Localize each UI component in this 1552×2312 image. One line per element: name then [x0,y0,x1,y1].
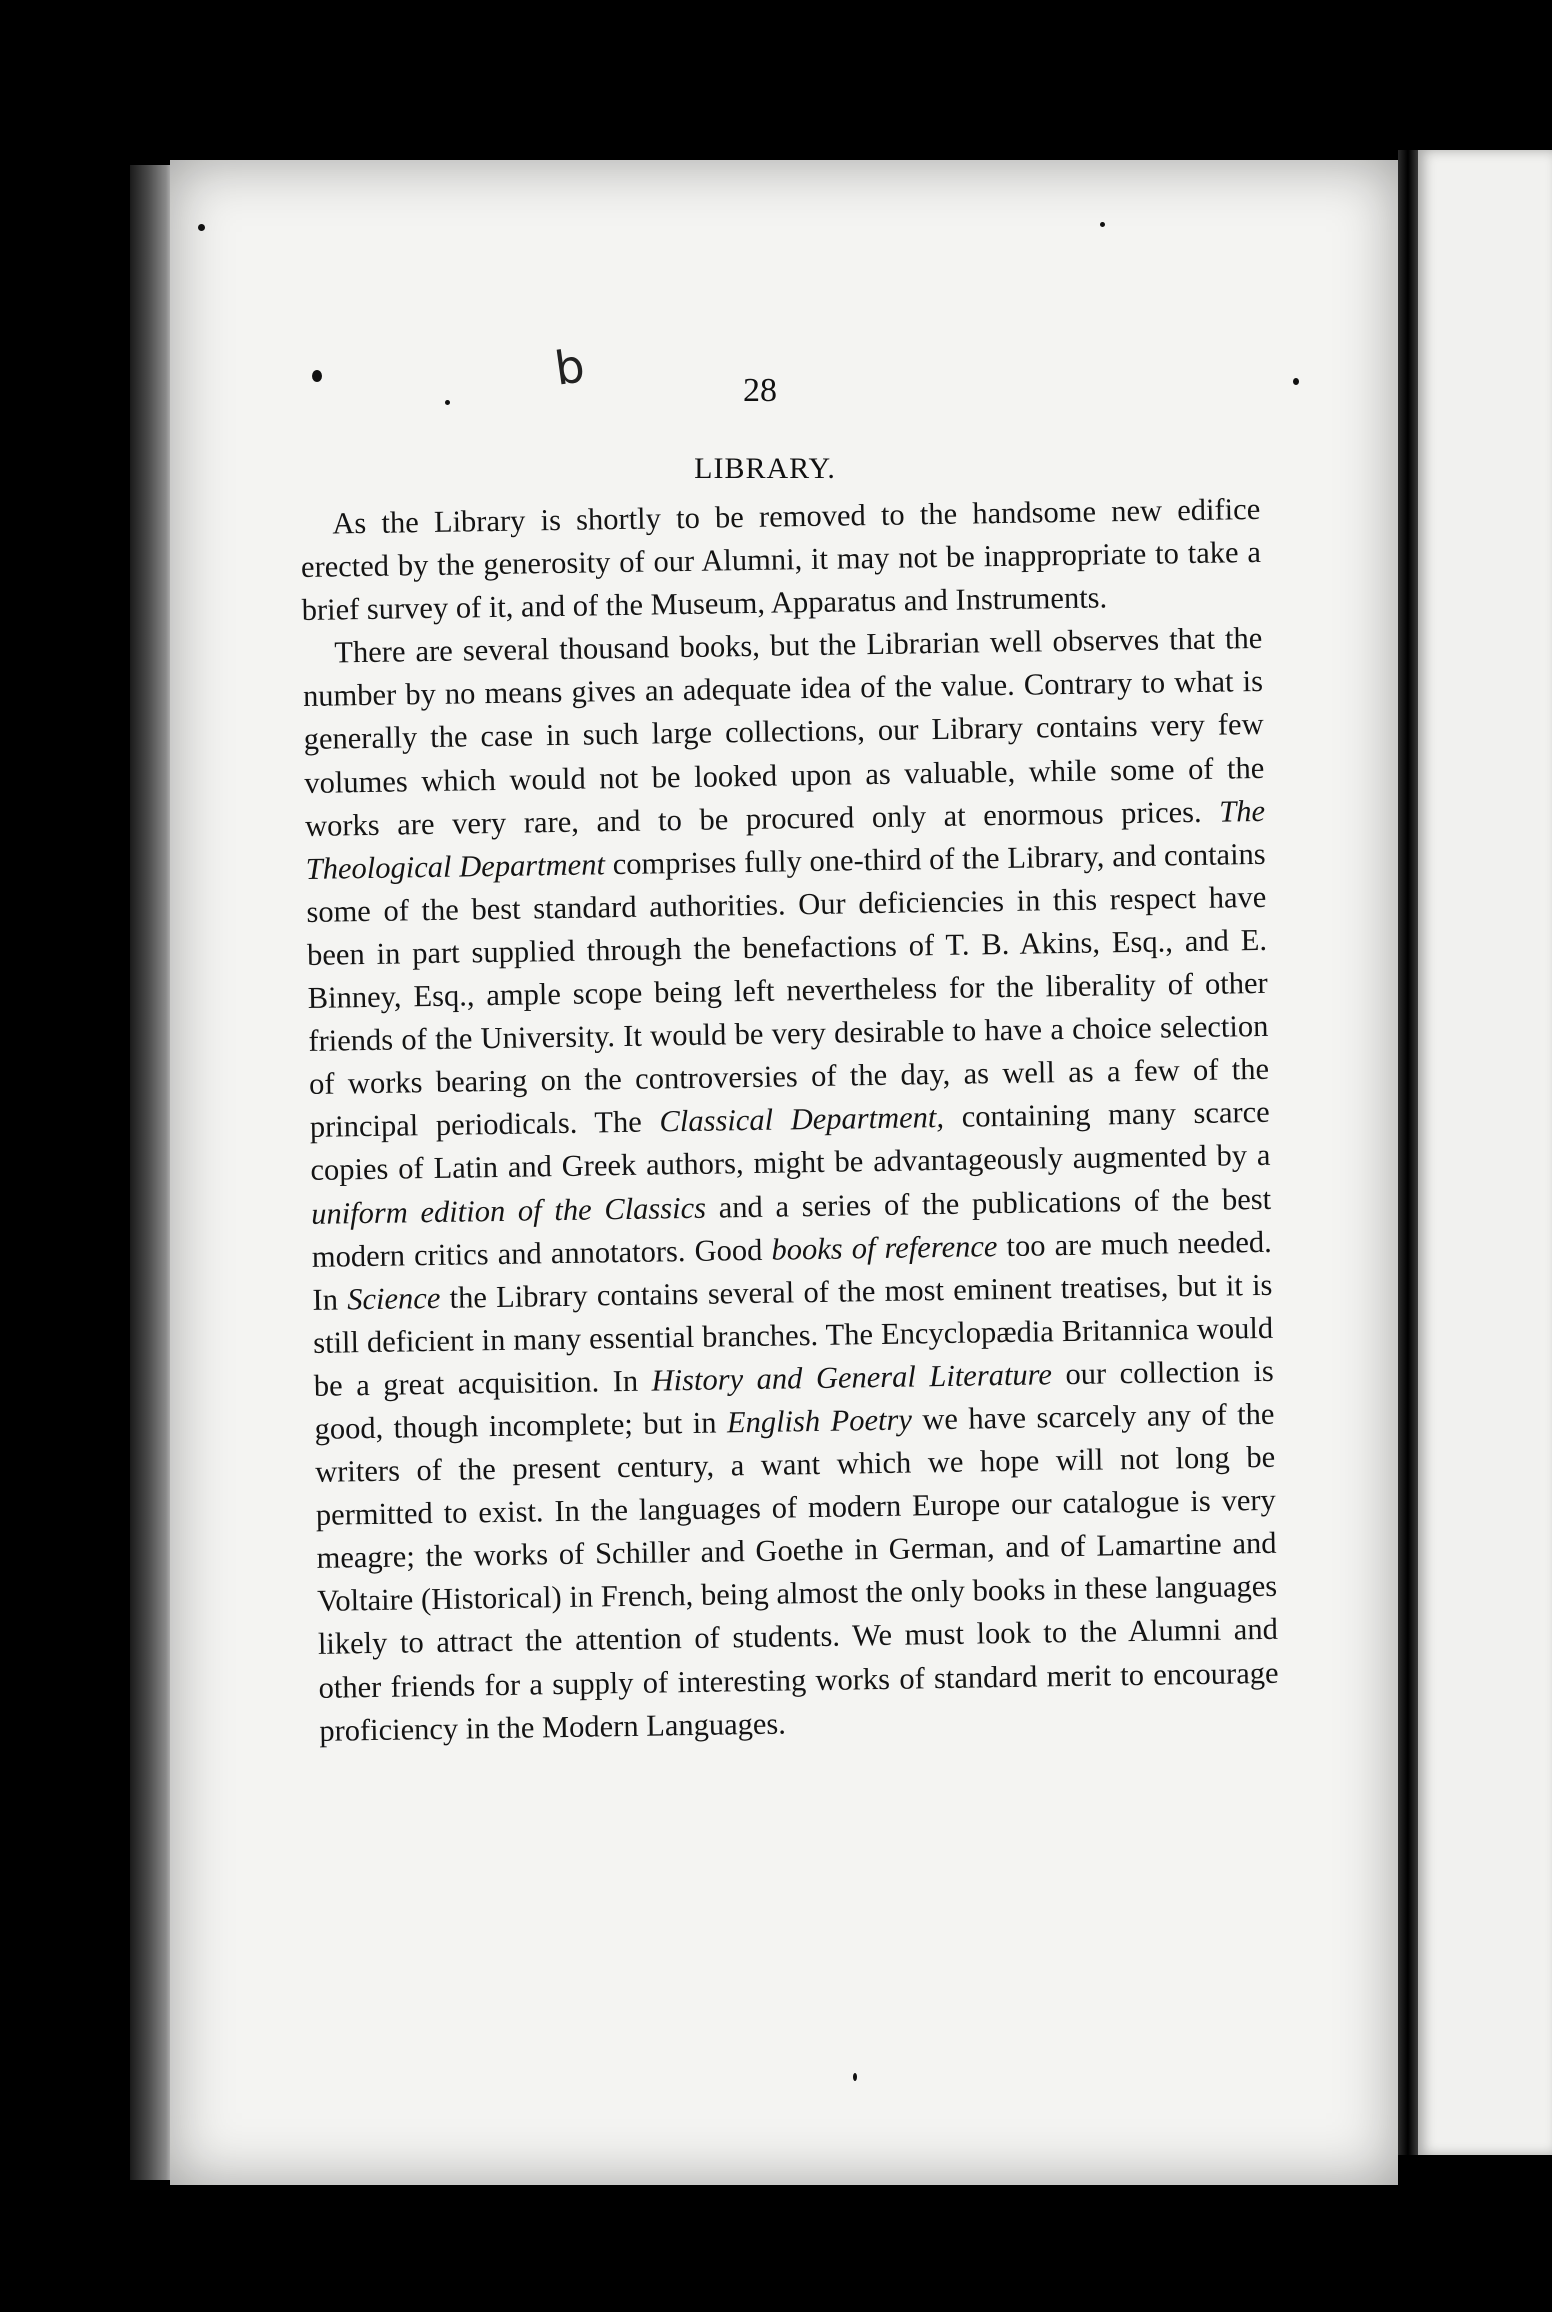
text-run: comprises fully one-third of the Library, and contains some of the best standard authorities. Our deficiencies in this respect have been in part supplied through the benefactions of T. B. Akins, Esq., and E. Binney, Esq., ample scope being left nevertheless for the liberality of other friends of the University. It would be very desirable to have a choice selection of works bearing on the controversies of the day, as well as a few of the principal periodicals. The [306,836,1270,1145]
paragraph [302,617,1279,1752]
italic-text-run: English Poetry [726,1402,913,1440]
italic-text-run: History and General Literature [651,1357,1053,1398]
text-run: the Library contains several of the most eminent treatises, but it is still deficient in many essential branches. The Encyclopædia Britannica would be a great acquisition. In [312,1267,1274,1403]
text-run: too are much needed. In [312,1224,1272,1317]
scan-speck [1100,222,1105,227]
text-run: As the Library is shortly to be removed to the handsome new edifice erected by the generosity of our Alumni, it may not be inappropriate to take a brief survey of it, and of the Museum, Apparatus and Instruments. [300,491,1262,628]
italic-text-run: The Theological Department [305,793,1266,886]
text-run: we have scarcely any of the writers of the present century, a want which we hope will not long be permitted to exist. In the languages of modern Europe our catalogue is very meagre; the works of Schiller and Goethe in German, and of Lamartine and Voltaire (Historical) in French, being almost the only books in these languages likely to attract the attention of students. We must look to the Alumni and other friends for a supply of interesting works of standard merit to encourage proficiency in the Modern Languages. [314,1396,1279,1748]
scan-speck [445,400,450,405]
scan-speck [853,2073,857,2081]
pencil-margin-note: b [551,338,588,396]
book-edge [130,165,175,2180]
italic-text-run: Classical Department, [659,1100,945,1139]
text-run: our collection is good, though incomplete; but in [314,1353,1275,1446]
paragraph [300,488,1262,632]
italic-text-run: uniform edition of the Classics [310,1190,707,1231]
italic-text-run: books of reference [771,1228,998,1267]
scan-speck [198,224,205,231]
adjacent-page-edge [1418,150,1552,2155]
body-text [300,488,1280,1753]
page-gutter [1398,150,1418,2155]
scan-speck [312,370,322,382]
text-run: containing many scarce copies of Latin and Greek authors, might be advantageously augmented by a [310,1095,1271,1188]
text-run: There are several thousand books, but the Librarian well observes that the number by no means gives an adequate idea of the value. Contrary to what is generally the case in such large collections, our Library contains very few volumes which would not be looked upon as valuable, while some of the works are very rare, and to be procured only at enormous prices. [302,621,1265,843]
italic-text-run: Science [346,1280,441,1317]
page-number: 28 [743,372,777,409]
text-run: and a series of the publications of the best modern critics and annotators. Good [311,1181,1272,1274]
section-heading: LIBRARY. [694,452,836,485]
scan-speck [1293,378,1299,385]
